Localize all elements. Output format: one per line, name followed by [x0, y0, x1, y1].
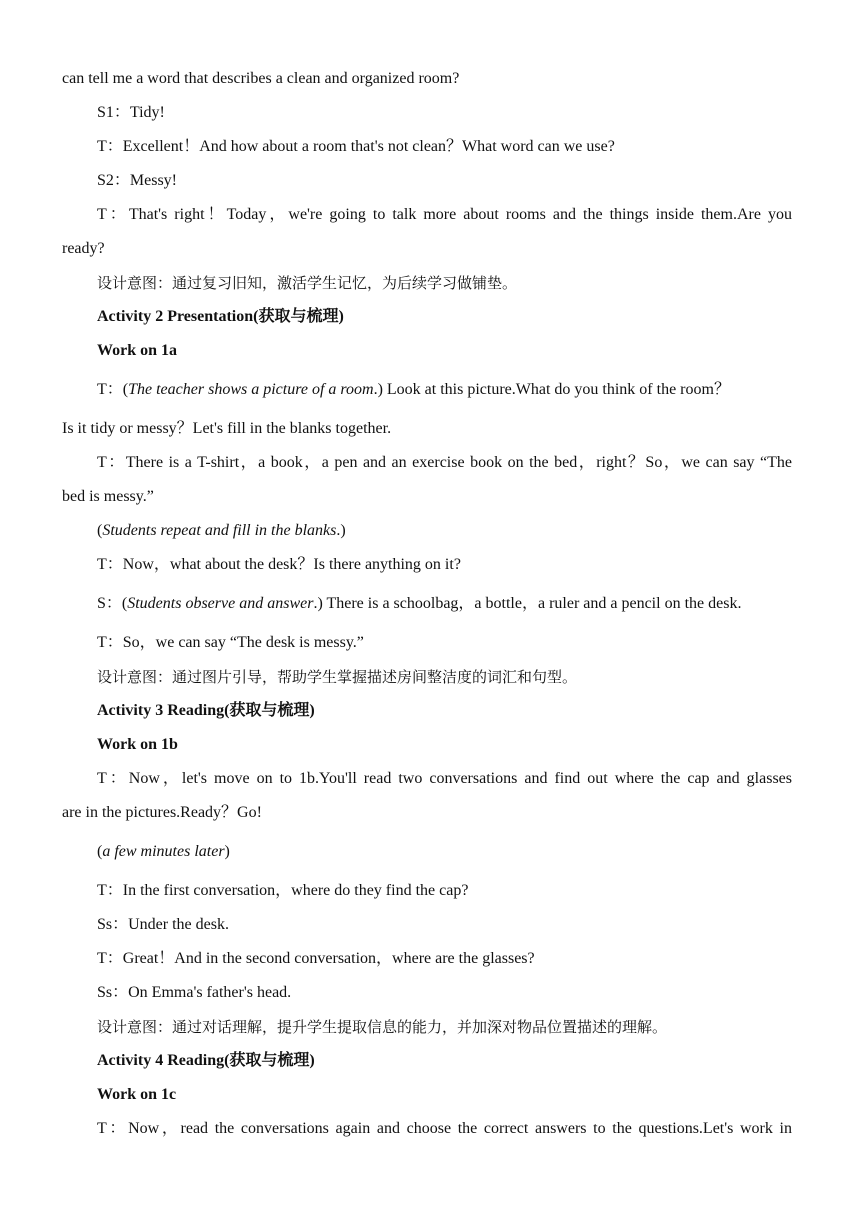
design-intent: 设计意图：通过图片引导，帮助学生掌握描述房间整洁度的词汇和句型。	[97, 668, 578, 686]
work-heading: Work on 1c	[97, 1086, 177, 1103]
dialogue-line: T：There is a T-shirt，a book，a pen and an exercise book on the bed，right？So，we can say “The	[97, 454, 793, 471]
stage-direction: a few minutes later	[102, 843, 225, 860]
text-span: .) There is a schoolbag，a bottle，a ruler and a pencil on the desk.	[313, 595, 742, 612]
design-intent: 设计意图：通过对话理解，提升学生提取信息的能力，并加深对物品位置描述的理解。	[97, 1018, 668, 1036]
activity-heading: Activity 4 Reading(获取与梳理)	[97, 1052, 315, 1069]
dialogue-line: T：Now，let's move on to 1b.You'll read two conversations and find out where the cap and glasses	[97, 770, 793, 787]
dialogue-line: T：In the first conversation，where do they find the cap?	[97, 882, 469, 899]
work-heading: Work on 1b	[97, 736, 178, 753]
text-span: S：(	[97, 595, 128, 612]
activity-heading: Activity 3 Reading(获取与梳理)	[97, 702, 315, 719]
dialogue-line: S2：Messy!	[97, 172, 178, 189]
stage-direction: Students observe and answer	[127, 595, 314, 612]
design-intent: 设计意图：通过复习旧知，激活学生记忆，为后续学习做铺垫。	[97, 274, 518, 292]
text-span: .)	[336, 522, 346, 539]
dialogue-line: bed is messy.”	[62, 488, 154, 505]
dialogue-line	[97, 587, 792, 621]
text-span: T：(	[97, 381, 129, 398]
dialogue-line: S1：Tidy!	[97, 104, 165, 121]
dialogue-line	[97, 373, 792, 407]
dialogue-line: T：That's right！Today，we're going to talk more about rooms and the things inside them.Are you	[97, 206, 792, 223]
stage-direction-line	[97, 514, 792, 548]
dialogue-line: Ss：Under the desk.	[97, 916, 229, 933]
dialogue-line: T：Great！And in the second conversation，where are the glasses?	[97, 950, 535, 967]
activity-heading: Activity 2 Presentation(获取与梳理)	[97, 308, 344, 325]
work-heading: Work on 1a	[97, 342, 178, 359]
dialogue-line: are in the pictures.Ready？Go!	[62, 804, 262, 821]
stage-direction: Students repeat and fill in the blanks	[102, 522, 337, 539]
dialogue-line: T：Now，what about the desk？Is there anything on it?	[97, 556, 461, 573]
dialogue-line: Ss：On Emma's father's head.	[97, 984, 292, 1001]
dialogue-line: T：Now，read the conversations again and choose the correct answers to the questions.Let's work in	[97, 1120, 792, 1137]
stage-direction: The teacher shows a picture of a room	[128, 381, 374, 398]
dialogue-line: Is it tidy or messy？Let's fill in the blanks together.	[62, 420, 392, 437]
text-line: can tell me a word that describes a clean and organized room?	[62, 70, 460, 87]
text-span: (	[97, 843, 103, 860]
text-span: (	[97, 522, 103, 539]
text-span: .) Look at this picture.What do you think of the room？	[373, 381, 730, 398]
dialogue-line: ready?	[62, 240, 105, 257]
dialogue-line: T：So，we can say “The desk is messy.”	[97, 634, 364, 651]
text-span: )	[224, 843, 230, 860]
dialogue-line: T：Excellent！And how about a room that's not clean？What word can we use?	[97, 138, 615, 155]
stage-direction-line	[97, 835, 792, 869]
